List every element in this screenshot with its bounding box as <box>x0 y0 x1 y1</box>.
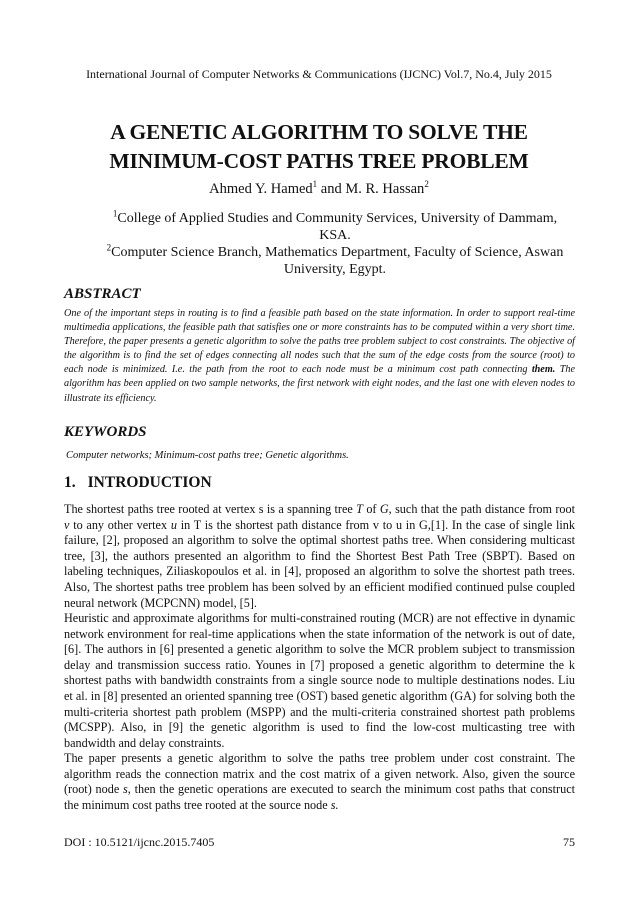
abstract-text-1: One of the important steps in routing is to find a feasible path based on the state information. In order to support real-time multimedia applications, the feasible path that satisfies one or more constraints has to be computed within a very short time. Therefore, the paper presents a genetic algorithm to solve the paths tree problem subject to cost constraints. The objective of the algorithm is to find the set of edges connecting all nodes such that the sum of the edge costs from the source (root) to each node is minimized. I.e. the path from the root to each node must be a minimum cost path connecting <box>64 308 575 376</box>
page-footer <box>64 835 575 850</box>
p1-var-G: G <box>379 502 389 516</box>
p1-text-c: , such that the path distance from root <box>388 502 575 516</box>
paper-title <box>60 118 578 176</box>
p1-text-e: in T is the shortest path distance from v to u in G,[1]. In the case of single link failure, [2], proposed an algorithm to solve the optimal shortest paths tree. When considering multicast tree, [3], the authors presented an algorithm to find the Shortest Best Path Tree (SBPT). Based on labeling techniques, Ziliaskopoulos et al. in [4], proposed an algorithm to solve the shortest path trees. Also, The shortest paths tree problem has been solved by an efficient modified continued pulse coupled neural network (MCPCNN) model, [5]. <box>64 517 575 610</box>
section-heading-introduction <box>64 474 212 492</box>
paragraph-1 <box>64 502 575 611</box>
title-line-2: MINIMUM-COST PATHS TREE PROBLEM <box>109 149 529 173</box>
running-header: International Journal of Computer Networks & Communications (IJCNC) Vol.7, No.4, July 2015 <box>86 67 552 81</box>
p3-var-s-end: s. <box>330 797 339 812</box>
p1-var-T: T <box>356 502 363 516</box>
paragraph-2: Heuristic and approximate algorithms for multi-constrained routing (MCR) are not effective in dynamic network environment for real-time applications when the state information of the network is out of date, [6]. The authors in [6] presented a genetic algorithm to solve the MCR problem subject to transmission delay and transmission success ratio. Younes in [7] proposed a genetic algorithm to determine the k shortest paths with bandwidth constraints from a single source node to multiple destinations nodes. Liu et al. in [8] presented an oriented spanning tree (OST) based genetic algorithm (GA) for solving both the multi-criteria shortest path problem (MSPP) and the multi-criteria constrained shortest path problems (MCSPP). Also, in [9] the genetic algorithm is used to find the low-cost multicasting tree with bandwidth and delay constraints. <box>64 611 575 750</box>
p3-var-s: s <box>123 782 128 797</box>
author-2-affiliation-mark: 2 <box>424 179 429 190</box>
abstract-heading: ABSTRACT <box>64 286 141 302</box>
p1-var-v: v <box>64 517 70 532</box>
p1-text-d: to any other vertex <box>69 517 171 532</box>
affiliation-2 <box>100 244 570 278</box>
affiliation-2-mark: 2 <box>106 242 112 253</box>
p1-var-u: u <box>170 517 177 532</box>
author-2: M. R. Hassan <box>345 181 425 197</box>
affiliation-1-mark: 1 <box>112 208 118 219</box>
abstract-text-2: The algorithm has been applied on two sample networks, the first network with eight nodes, and the last one with eleven nodes to illustrate its efficiency. <box>64 364 575 404</box>
keywords-heading: KEYWORDS <box>64 424 147 440</box>
p1-text-a: The shortest paths tree rooted at vertex s is a spanning tree <box>64 502 357 516</box>
section-number: 1. <box>64 474 76 491</box>
p3-text-b: , then the genetic operations are executed to search the minimum cost paths that construct the minimum cost paths tree rooted at the source node <box>64 782 575 812</box>
paragraph-3 <box>64 751 575 813</box>
affiliation-1-text: College of Applied Studies and Community Services, University of Dammam, KSA. <box>117 211 558 243</box>
title-line-1: A GENETIC ALGORITHM TO SOLVE THE <box>110 120 528 144</box>
section-title: INTRODUCTION <box>87 474 212 491</box>
author-1-affiliation-mark: 1 <box>312 179 318 190</box>
author-joiner: and <box>317 181 346 197</box>
keywords-text: Computer networks; Minimum-cost paths tree; Genetic algorithms. <box>66 450 349 461</box>
page-number: 75 <box>563 835 575 849</box>
p1-text-b: of <box>362 502 380 516</box>
abstract-bold-word: them. <box>531 364 556 376</box>
affiliation-2-text: Computer Science Branch, Mathematics Department, Faculty of Science, Aswan University, Egypt. <box>111 245 564 277</box>
doi-text: DOI : 10.5121/ijcnc.2015.7405 <box>64 835 215 849</box>
author-1: Ahmed Y. Hamed <box>209 181 313 197</box>
affiliation-1 <box>100 210 570 244</box>
author-line <box>0 181 638 198</box>
p3-text-a: The paper presents a genetic algorithm to solve the paths tree problem under cost constraint. The algorithm reads the connection matrix and the cost matrix of a given network. Also, given the source (root) node <box>64 751 575 797</box>
abstract-body <box>64 307 575 406</box>
